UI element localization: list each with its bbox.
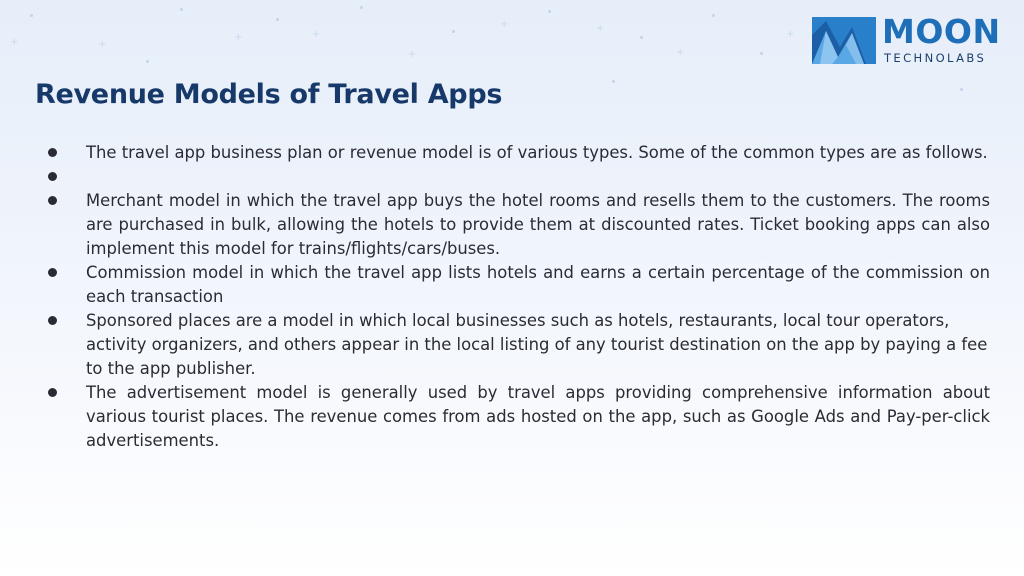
sparkle-icon: + <box>676 47 685 58</box>
decorative-dot <box>146 60 149 63</box>
bullet-dot-icon <box>48 316 57 325</box>
bullet-dot-icon <box>48 148 57 157</box>
sparkle-icon: + <box>98 39 107 50</box>
list-item <box>46 261 990 309</box>
bullet-text: Commission model in which the travel app lists hotels and earns a certain percentage of the commission on each transaction <box>86 263 990 306</box>
list-item <box>46 381 990 453</box>
list-item <box>46 165 990 189</box>
decorative-dot <box>360 6 363 9</box>
bullet-dot-icon <box>48 196 57 205</box>
page-title: Revenue Models of Travel Apps <box>35 79 503 110</box>
decorative-dot <box>760 52 763 55</box>
sparkle-icon: + <box>234 32 243 43</box>
decorative-dot <box>548 10 551 13</box>
list-item <box>46 189 990 261</box>
bullet-text: Sponsored places are a model in which local businesses such as hotels, restaurants, local tour operators, activity organizers, and others appear in the local listing of any tourist destination on the app by paying a fee to the app publisher. <box>86 311 988 378</box>
decorative-dot <box>30 14 33 17</box>
sparkle-icon: + <box>408 49 417 60</box>
brand-logo <box>812 14 1008 66</box>
brand-subname: TECHNOLABS <box>884 51 987 65</box>
list-item <box>46 141 990 165</box>
decorative-dot <box>640 36 643 39</box>
bullet-dot-icon <box>48 172 57 181</box>
sparkle-icon: + <box>596 23 605 34</box>
sparkle-icon: + <box>312 29 321 40</box>
sparkle-icon: + <box>500 19 509 30</box>
list-item <box>46 309 990 381</box>
decorative-dot <box>276 18 279 21</box>
bullet-dot-icon <box>48 388 57 397</box>
moon-technolabs-logo-icon <box>812 17 876 64</box>
sparkle-icon: + <box>10 37 19 48</box>
decorative-dot <box>712 14 715 17</box>
decorative-dot <box>612 80 615 83</box>
decorative-dot <box>960 88 963 91</box>
sparkle-icon: + <box>786 29 795 40</box>
bullet-text: The advertisement model is generally used by travel apps providing comprehensive information about various tourist places. The revenue comes from ads hosted on the app, such as Google Ads and Pay-per-click advertisements. <box>86 383 990 450</box>
decorative-dot <box>452 30 455 33</box>
brand-name: MOON <box>882 12 1001 51</box>
bullet-dot-icon <box>48 268 57 277</box>
bullet-text: Merchant model in which the travel app buys the hotel rooms and resells them to the customers. The rooms are purchased in bulk, allowing the hotels to provide them at discounted rates. Ticket booking apps can also implement this model for trains/flights/cars/buses. <box>86 191 990 258</box>
bullet-text: The travel app business plan or revenue model is of various types. Some of the common types are as follows. <box>86 143 988 162</box>
bullet-list <box>46 141 990 453</box>
decorative-dot <box>180 8 183 11</box>
